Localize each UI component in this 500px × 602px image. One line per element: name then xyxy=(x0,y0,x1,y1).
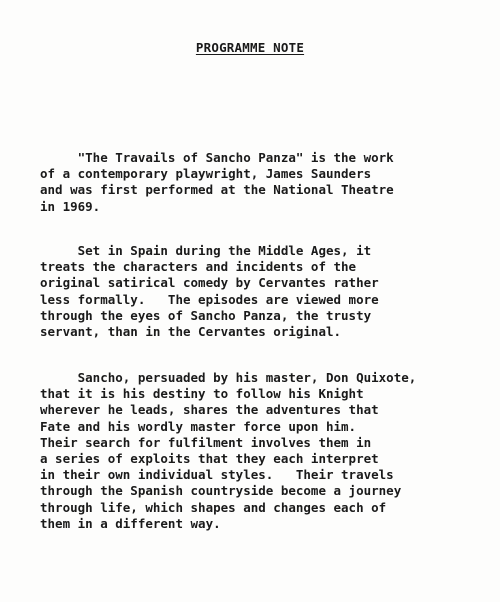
paragraph-setting: Set in Spain during the Middle Ages, it treats the characters and incidents of the original satirical comedy by Cervantes rather less formally. The episodes are viewed more through the eyes of Sancho Panza, the trusty servant, than in the Cervantes original. xyxy=(40,243,379,340)
paragraph-intro: "The Travails of Sancho Panza" is the work of a contemporary playwright, James Saunders and was first performed at the National Theatre in 1969. xyxy=(40,150,394,214)
paragraph-plot: Sancho, persuaded by his master, Don Quixote, that it is his destiny to follow his Knight wherever he leads, shares the adventures that Fate and his wordly master force upon him. Their search for fulfilment involves them in a series of exploits that they each interpret in their own individual styles. Their travels through the Spanish countryside become a journey through life, which shapes and changes each of them in a different way. xyxy=(40,370,417,531)
page-title-text: PROGRAMME NOTE xyxy=(195,40,305,55)
page-title xyxy=(0,40,500,55)
